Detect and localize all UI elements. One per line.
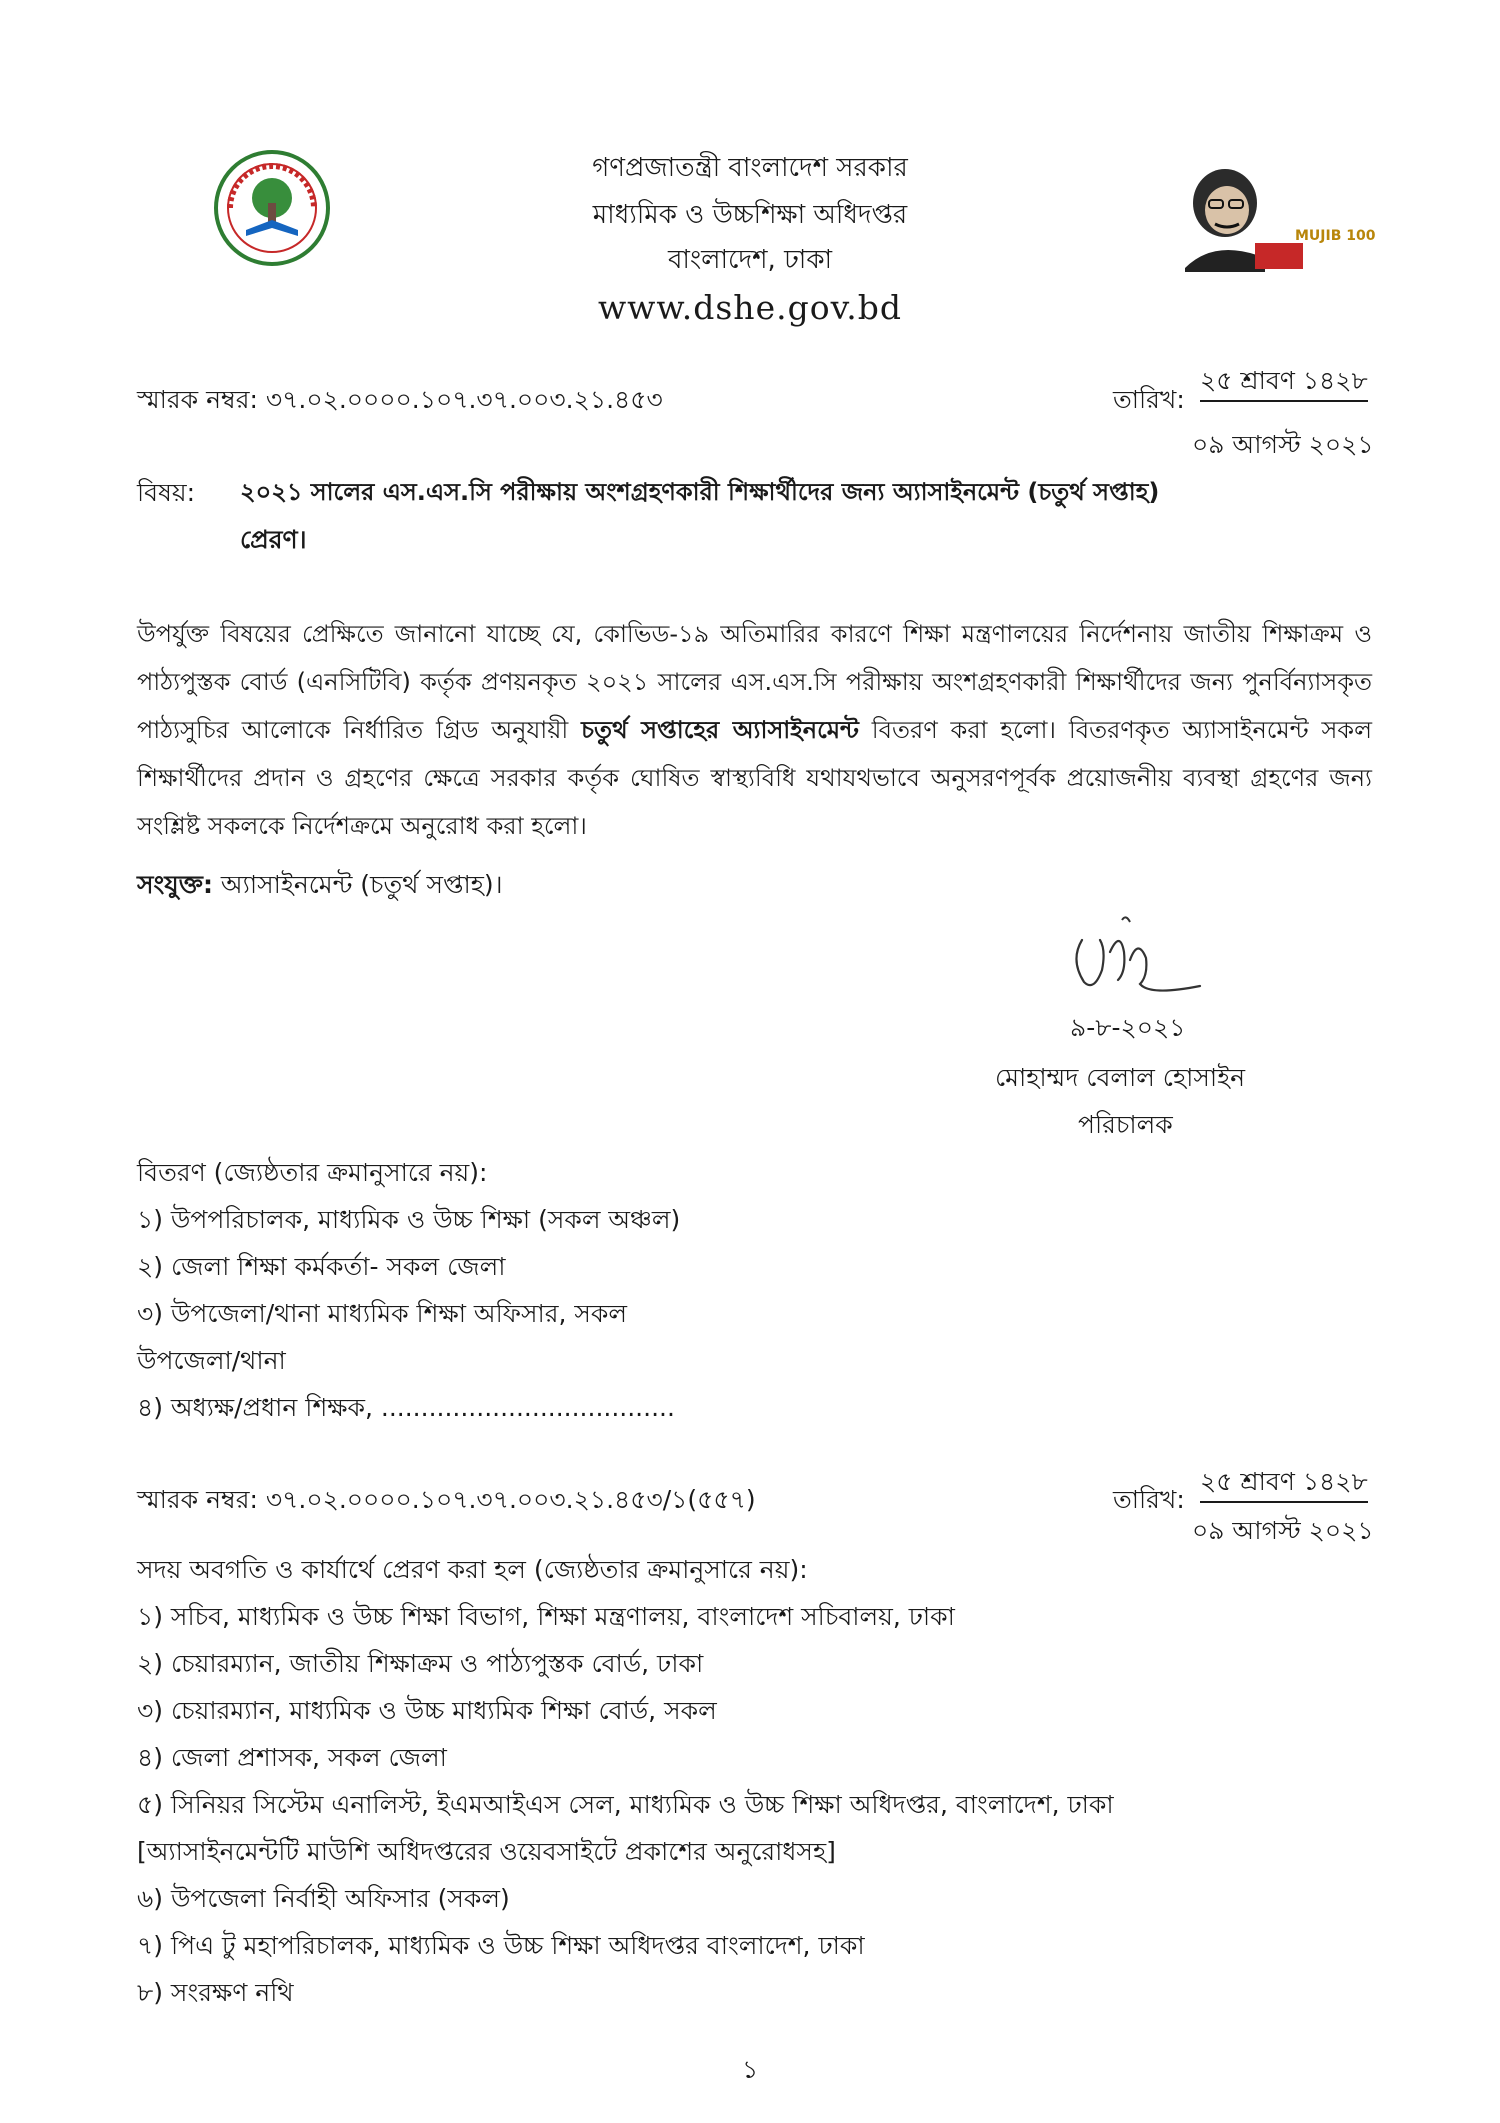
memo2-date-label: তারিখ:	[1113, 1485, 1185, 1514]
govt-title: গণপ্রজাতন্ত্রী বাংলাদেশ সরকার	[592, 153, 908, 183]
memo-date-label: তারিখ:	[1113, 385, 1185, 414]
copy-item: ২) চেয়ারম্যান, জাতীয় শিক্ষাক্রম ও পাঠ্যপুস্তক বোর্ড, ঢাকা	[137, 1649, 704, 1678]
copy-item: ৪) জেলা প্রশাসক, সকল জেলা	[137, 1743, 447, 1772]
copy-item: ৩) চেয়ারম্যান, মাধ্যমিক ও উচ্চ মাধ্যমিক শিক্ষা বোর্ড, সকল	[137, 1696, 717, 1725]
directorate-title: মাধ্যমিক ও উচ্চশিক্ষা অধিদপ্তর	[592, 200, 908, 230]
copy-item: ১) সচিব, মাধ্যমিক ও উচ্চ শিক্ষা বিভাগ, শিক্ষা মন্ত্রণালয়, বাংলাদেশ সচিবালয়, ঢাকা	[137, 1602, 955, 1631]
distribution-item: ৪) অধ্যক্ষ/প্রধান শিক্ষক, .....................................	[137, 1393, 675, 1422]
body-text-1: উপর্যুক্ত বিষয়ের প্রেক্ষিতে জানানো যাচ্ছে যে, কোভিড-১৯ অতিমারির কারণে শিক্ষা মন্ত্রণালয়ের নির্দেশনায় জাতীয় শিক্ষাক্রম ও পাঠ্যপুস্তক বোর্ড (এনসিটিবি) কর্তৃক প্রণয়নকৃত ২০২১ সালের এস.এস.সি পরীক্ষায় অংশগ্রহণকারী শিক্ষার্থীদের জন্য পুনর্বিন্যাসকৃত পাঠ্যসুচির আলোকে নির্ধারিত গ্রিড অনুযায়ী	[137, 620, 1372, 744]
memo2-ref-label: স্মারক নম্বর:	[137, 1485, 258, 1514]
distribution-item: উপজেলা/থানা	[137, 1346, 286, 1375]
memo2-ref-number: ৩৭.০২.০০০০.১০৭.৩৭.০০৩.২১.৪৫৩/১(৫৫৭)	[265, 1485, 756, 1514]
memo2-date-gregorian: ০৯ আগস্ট ২০২১	[1192, 1516, 1374, 1545]
copy-item: ৬) উপজেলা নির্বাহী অফিসার (সকল)	[137, 1884, 510, 1913]
memo-ref-number: ৩৭.০২.০০০০.১০৭.৩৭.০০৩.২১.৪৫৩	[265, 385, 663, 414]
attachment-text: অ্যাসাইনমেন্ট (চতুর্থ সপ্তাহ)।	[220, 870, 503, 899]
memo-ref	[137, 385, 663, 415]
distribution-item: ৩) উপজেলা/থানা মাধ্যমিক শিক্ষা অফিসার, সকল	[137, 1299, 628, 1328]
subject-line-2: প্রেরণ।	[240, 525, 307, 554]
attachment-label: সংযুক্ত:	[137, 870, 213, 899]
website-link[interactable]: www.dshe.gov.bd	[597, 288, 903, 327]
memo-date-gregorian: ০৯ আগস্ট ২০২১	[1192, 430, 1374, 459]
copy-item: [অ্যাসাইনমেন্টটি মাউশি অধিদপ্তরের ওয়েবসাইটে প্রকাশের অনুরোধসহ]	[137, 1837, 836, 1866]
copy-item: ৮) সংরক্ষণ নথি	[137, 1978, 294, 2007]
memo2-date-bangla: ২৫ শ্রাবণ ১৪২৮	[1200, 1467, 1368, 1503]
subject-line-1: ২০২১ সালের এস.এস.সি পরীক্ষায় অংশগ্রহণকারী শিক্ষার্থীদের জন্য অ্যাসাইনমেন্ট (চতুর্থ সপ্তাহ)	[240, 478, 1160, 506]
distribution-heading: বিতরণ (জ্যেষ্ঠতার ক্রমানুসারে নয়):	[137, 1158, 488, 1187]
memo-date-bangla: ২৫ শ্রাবণ ১৪২৮	[1200, 366, 1368, 402]
signatory-title: পরিচালক	[1078, 1110, 1173, 1139]
distribution-item: ১) উপপরিচালক, মাধ্যমিক ও উচ্চ শিক্ষা (সকল অঞ্চল)	[137, 1205, 681, 1234]
distribution-item: ২) জেলা শিক্ষা কর্মকর্তা- সকল জেলা	[137, 1252, 506, 1281]
copy-item: ৭) পিএ টু মহাপরিচালক, মাধ্যমিক ও উচ্চ শিক্ষা অধিদপ্তর বাংলাদেশ, ঢাকা	[137, 1931, 865, 1960]
dshe-emblem-icon	[212, 148, 332, 268]
memo-ref-label: স্মারক নম্বর:	[137, 385, 258, 414]
copy-item: ৫) সিনিয়র সিস্টেম এনালিস্ট, ইএমআইএস সেল, মাধ্যমিক ও উচ্চ শিক্ষা অধিদপ্তর, বাংলাদেশ, ঢাকা	[137, 1790, 1114, 1819]
body-text-bold: চতুর্থ সপ্তাহের অ্যাসাইনমেন্ট	[581, 716, 859, 744]
mujib-100-label: MUJIB 100	[1295, 228, 1376, 244]
signatory-name: মোহাম্মদ বেলাল হোসাইন	[995, 1063, 1246, 1092]
attachment	[137, 870, 503, 900]
mujib-100-icon	[1145, 148, 1376, 278]
copy-heading: সদয় অবগতি ও কার্যার্থে প্রেরণ করা হল (জ্যেষ্ঠতার ক্রমানুসারে নয়):	[137, 1555, 808, 1584]
page-number: ১	[742, 2055, 759, 2084]
memo2-ref	[137, 1485, 756, 1515]
subject-label: বিষয়:	[137, 478, 196, 507]
body-paragraph	[137, 610, 1372, 850]
location-title: বাংলাদেশ, ঢাকা	[667, 245, 833, 275]
body-text-2: বিতরণ করা হলো। বিতরণকৃত অ্যাসাইনমেন্ট সকল শিক্ষার্থীদের প্রদান ও গ্রহণের ক্ষেত্রে সরকার কর্তৃক ঘোষিত স্বাস্থ্যবিধি যথাযথভাবে অনুসরণপূর্বক প্রয়োজনীয় ব্যবস্থা গ্রহণের জন্য সংশ্লিষ্ট সকলকে নির্দেশক্রমে অনুরোধ করা হলো।	[137, 716, 1372, 840]
signature-mark	[1060, 900, 1210, 1010]
signature-date: ৯-৮-২০২১	[1070, 1013, 1186, 1042]
